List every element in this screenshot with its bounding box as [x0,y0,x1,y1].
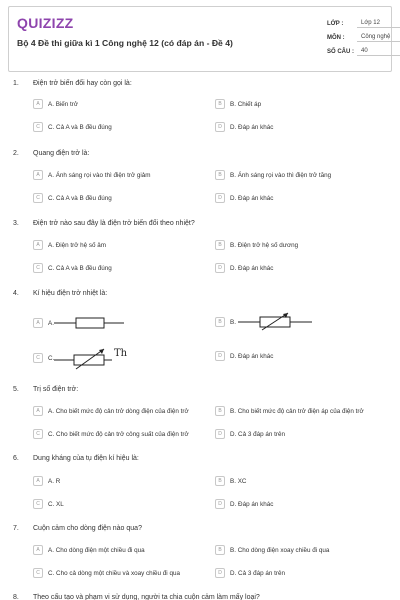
meta-key: LỚP : [327,21,344,27]
option-text: B. XC [230,477,247,485]
option-b[interactable] [215,310,316,334]
option-b[interactable] [215,476,246,486]
option-letter-box: A [33,99,43,109]
question-number: 6. [13,455,19,462]
question-number: 5. [13,386,19,393]
option-letter-box: B [215,476,225,486]
worksheet-header [8,6,392,72]
question-number: 7. [13,525,19,532]
meta-key: SỐ CÂU : [327,49,354,55]
question-text: Điện trở nào sau đây là điện trở biến đổi theo nhiệt? [33,220,195,227]
option-b[interactable] [215,240,298,250]
option-a[interactable] [33,170,150,180]
question-text: Trị số điện trở: [33,386,79,393]
option-a[interactable] [33,545,145,555]
option-letter-box: A [33,170,43,180]
option-letter-box: C [33,568,43,578]
option-letter-box: A [33,406,43,416]
question-text: Kí hiệu điện trở nhiệt là: [33,290,108,297]
option-letter-box: A [33,476,43,486]
option-c[interactable] [33,429,189,439]
question-text: Theo cấu tạo và phạm vi sử dụng, người ta chia cuộn cảm làm mấy loại? [33,594,260,600]
option-text: C. Cả A và B đều đúng [48,123,112,131]
option-b[interactable] [215,406,364,416]
option-letter-box: D [215,499,225,509]
question-text: Dung kháng của tụ điện kí hiệu là: [33,455,139,462]
question-number: 3. [13,220,19,227]
option-text: D. Cả 3 đáp án trên [230,569,285,577]
option-a[interactable] [33,240,106,250]
option-text: A. Điện trở hệ số âm [48,241,107,249]
option-letter-box: D [215,263,225,273]
option-text: A. Cho biết mức độ cản trở dòng điện của điện trở [48,407,189,415]
option-letter-box: C [33,429,43,439]
option-text: D. Đáp án khác [230,352,274,360]
option-text: C. XL [48,500,64,508]
meta-row-subject [327,31,400,45]
option-text: D. Đáp án khác [230,500,274,508]
option-letter-box: A [33,240,43,250]
option-letter-box: D [215,429,225,439]
meta-value: Công nghệ [357,34,400,42]
option-d[interactable] [215,122,273,132]
option-text: D. Đáp án khác [230,123,274,131]
option-c[interactable] [33,346,136,370]
option-b[interactable] [215,99,261,109]
option-letter-box: C [33,193,43,203]
option-a[interactable] [33,99,78,109]
option-letter-box: C [33,353,43,363]
variable-resistor-symbol [236,310,316,334]
resistor-symbol [54,315,126,331]
option-c[interactable] [33,193,112,203]
document-title: Bộ 4 Đề thi giữa kì 1 Công nghệ 12 (có đáp án - Đề 4) [17,38,233,48]
option-letter-box: C [33,122,43,132]
question-text: Điện trở biến đổi hay còn gọi là: [33,80,132,87]
option-text: C. Cho cả dòng một chiều và xoay chiều đi qua [48,569,180,577]
option-text: D. Đáp án khác [230,264,274,272]
question-number: 2. [13,150,19,157]
option-letter-box: D [215,193,225,203]
option-letter-box: A [33,318,43,328]
option-text: C. [48,354,55,362]
option-letter-box: D [215,351,225,361]
option-letter-box: B [215,545,225,555]
meta-value: Lớp 12 [357,20,400,28]
option-text: A. Ánh sáng rọi vào thì điện trở giảm [48,171,151,179]
question-number: 8. [13,594,19,600]
option-d[interactable] [215,499,273,509]
option-letter-box: B [215,406,225,416]
option-letter-box: D [215,568,225,578]
option-text: B. [230,318,236,326]
option-text: B. Chiết áp [230,100,262,108]
meta-value: 40 [357,48,400,56]
option-text: D. Đáp án khác [230,194,274,202]
option-d[interactable] [215,568,285,578]
meta-row-class [327,17,400,31]
option-a[interactable] [33,406,189,416]
option-d[interactable] [215,429,285,439]
option-c[interactable] [33,263,112,273]
option-c[interactable] [33,122,112,132]
option-letter-box: B [215,240,225,250]
option-a[interactable] [33,476,60,486]
option-c[interactable] [33,568,180,578]
question-text: Cuộn cảm cho dòng điện nào qua? [33,525,142,532]
option-letter-box: D [215,122,225,132]
option-letter-box: B [215,170,225,180]
option-text: A. R [48,477,61,485]
option-text: C. Cho biết mức độ cản trở công suất của điện trở [48,430,189,438]
option-text: B. Cho dòng điện xoay chiều đi qua [230,546,330,554]
option-letter-box: C [33,263,43,273]
option-text: A. Biến trở [48,100,79,108]
option-text: B. Ánh sáng rọi vào thì điện trở tăng [230,171,332,179]
option-c[interactable] [33,499,64,509]
option-d[interactable] [215,193,273,203]
thermistor-label: Th [114,348,128,359]
option-b[interactable] [215,170,331,180]
option-text: C. Cả A và B đều đúng [48,194,112,202]
question-text: Quang điện trở là: [33,150,90,157]
quizizz-logo: QUIZIZZ [17,15,74,31]
question-number: 4. [13,290,19,297]
option-letter-box: B [215,99,225,109]
meta-info [327,17,400,59]
meta-key: MÔN : [327,35,345,41]
option-letter-box: C [33,499,43,509]
question-number: 1. [13,80,19,87]
option-text: B. Điện trở hệ số dương [230,241,299,249]
option-a[interactable] [33,315,126,331]
option-b[interactable] [215,545,329,555]
option-d[interactable] [215,263,273,273]
option-letter-box: B [215,317,225,327]
option-d[interactable] [215,351,273,361]
thermistor-symbol [54,346,136,370]
option-text: A. [48,319,54,327]
option-text: D. Cả 3 đáp án trên [230,430,285,438]
option-letter-box: A [33,545,43,555]
option-text: C. Cả A và B đều đúng [48,264,112,272]
meta-row-count [327,45,400,59]
option-text: B. Cho biết mức độ cản trở điện áp của điện trở [230,407,364,415]
option-text: A. Cho dòng điện một chiều đi qua [48,546,145,554]
